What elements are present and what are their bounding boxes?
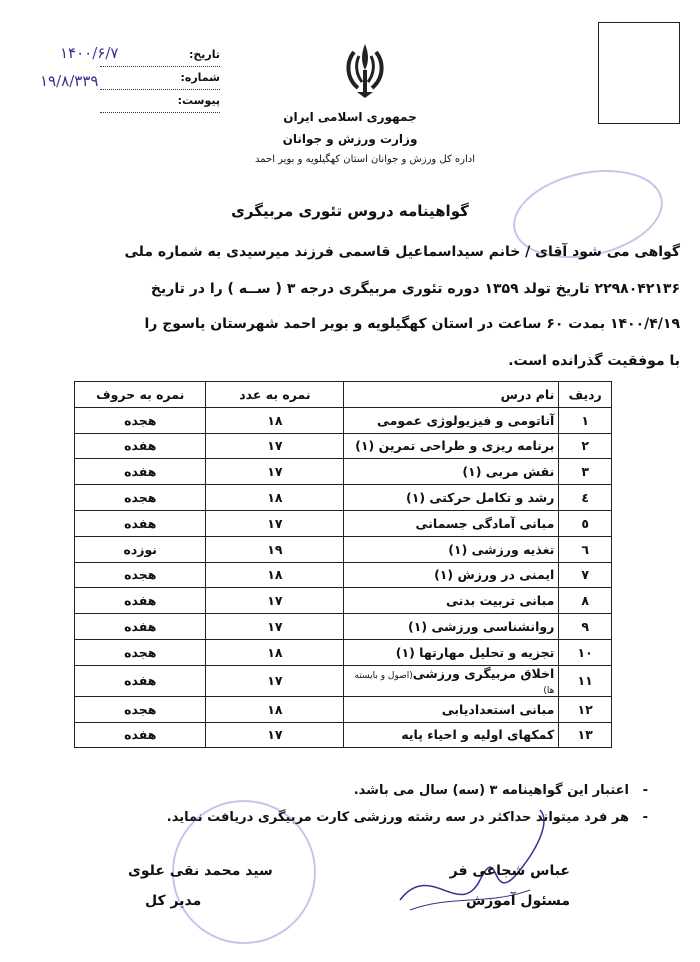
cell-grade-number — [206, 722, 344, 748]
body-line-2: ۲۲۹۸۰۴۲۱۳۶ تاریخ تولد ۱۳۵۹ دوره تئوری مربیگری درجه ۳ ( ســه ) را در تاریخ — [150, 281, 680, 297]
header-office: اداره کل ورزش و جوانان استان کهگیلویه و بویر احمد — [254, 154, 475, 165]
table-row — [75, 510, 612, 536]
cell-grade-word-text: نوزده — [123, 541, 157, 557]
cell-grade-number — [206, 407, 344, 433]
cell-course-name — [344, 536, 559, 562]
cell-row-number-text: ٥ — [581, 515, 589, 531]
cell-grade-number-text: ۱۷ — [267, 438, 283, 454]
cell-grade-number-text: ۱۷ — [267, 727, 283, 743]
cell-grade-word-text: هفده — [124, 438, 157, 454]
note-bullet: - — [629, 783, 648, 798]
cell-grade-number — [206, 588, 344, 614]
certificate-title: گواهینامه دروس تئوری مربیگری — [231, 202, 469, 220]
body-line-3: ۱۴۰۰/۴/۱۹ بمدت ۶۰ ساعت در استان کهگیلویه و بویر احمد شهرستان یاسوج را — [144, 316, 680, 332]
number-label: شماره: — [100, 67, 220, 90]
note-validity — [354, 783, 648, 798]
cell-course-name — [344, 562, 559, 588]
table-row — [75, 562, 612, 588]
note-bullet: - — [629, 810, 648, 825]
cell-row-number — [559, 536, 612, 562]
cell-grade-number — [206, 665, 344, 696]
cell-grade-word-text: هفده — [124, 727, 157, 743]
cell-grade-number-text: ۱۷ — [267, 593, 283, 609]
cell-row-number — [559, 722, 612, 748]
cell-grade-word — [75, 562, 206, 588]
body-line-1: گواهی می شود آقای / خانم سیداسماعیل قاسمی فرزند میرسیدی به شماره ملی — [124, 244, 680, 260]
cell-course-name-text: تغذیه ورزشی (۱) — [448, 541, 555, 557]
cell-row-number-text: ٦ — [581, 541, 589, 557]
cell-grade-word-text: هفده — [124, 593, 157, 609]
header-grade-word: نمره به حروف — [75, 382, 206, 408]
cell-row-number — [559, 665, 612, 696]
table-row — [75, 459, 612, 485]
cell-grade-word — [75, 407, 206, 433]
cell-grade-word-text: هفده — [124, 673, 157, 689]
photo-placeholder — [598, 22, 680, 124]
cell-grade-word-text: هفده — [124, 515, 157, 531]
cell-row-number — [559, 588, 612, 614]
cell-course-name-text: مبانی استعدادیابی — [441, 701, 555, 717]
cell-grade-number-text: ۱۸ — [267, 701, 283, 717]
cell-grade-number — [206, 459, 344, 485]
cell-course-name — [344, 510, 559, 536]
cell-grade-number-text: ۱۷ — [267, 515, 283, 531]
cell-row-number — [559, 459, 612, 485]
cell-row-number-text: ۳ — [581, 464, 589, 480]
cell-grade-word-text: هجده — [124, 644, 157, 660]
cell-row-number — [559, 485, 612, 511]
cell-grade-word-text: هجده — [124, 701, 157, 717]
signature-right-title: مسئول آموزش — [465, 893, 570, 909]
cell-row-number-text: ۷ — [581, 567, 589, 583]
cell-grade-number-text: ۱۸ — [267, 644, 283, 660]
cell-grade-number — [206, 510, 344, 536]
iran-emblem-icon — [340, 40, 390, 100]
cell-course-name-text: تجزیه و تحلیل مهارتها (۱) — [395, 644, 555, 660]
cell-course-name-text: اخلاق مربیگری ورزشی — [412, 665, 555, 681]
table-row — [75, 696, 612, 722]
cell-course-name-text: کمکهای اولیه و احیاء پایه — [401, 727, 555, 743]
table-header-row — [75, 382, 612, 408]
cell-grade-number-text: ۱۸ — [267, 490, 283, 506]
cell-grade-number — [206, 433, 344, 459]
cell-course-name-text: روانشناسی ورزشی (۱) — [408, 619, 555, 635]
cell-grade-word — [75, 696, 206, 722]
cell-course-name-text: مبانی تربیت بدنی — [445, 593, 555, 609]
header-republic: جمهوری اسلامی ایران — [283, 110, 417, 124]
table-row — [75, 722, 612, 748]
attachment-label: پیوست: — [100, 90, 220, 113]
cell-row-number-text: ۲ — [581, 438, 589, 454]
cell-grade-word — [75, 459, 206, 485]
cell-grade-number — [206, 614, 344, 640]
body-line-4: با موفقیت گذرانده است. — [508, 353, 680, 369]
cell-grade-number-text: ۱۸ — [267, 567, 283, 583]
cell-course-name-text: نقش مربی (۱) — [462, 464, 555, 480]
table-row — [75, 588, 612, 614]
cell-row-number — [559, 433, 612, 459]
table-row — [75, 433, 612, 459]
cell-course-name — [344, 639, 559, 665]
cell-course-name-text: رشد و تکامل حرکتی (۱) — [406, 490, 555, 506]
cell-grade-word-text: هفده — [124, 464, 157, 480]
cell-grade-word — [75, 588, 206, 614]
cell-grade-word-text: هجده — [124, 412, 157, 428]
header-row-number: ردیف — [559, 382, 612, 408]
cell-course-name — [344, 485, 559, 511]
cell-course-name — [344, 665, 559, 696]
cell-row-number-text: ۱۰ — [577, 644, 593, 660]
cell-row-number — [559, 696, 612, 722]
header-ministry: وزارت ورزش و جوانان — [282, 132, 418, 146]
cell-row-number-text: ۱ — [581, 412, 589, 428]
cell-row-number — [559, 639, 612, 665]
cell-grade-word-text: هجده — [124, 490, 157, 506]
cell-row-number — [559, 407, 612, 433]
signature-left-title: مدیر کل — [145, 893, 202, 909]
cell-row-number-text: ۱۲ — [577, 701, 593, 717]
date-label: تاریخ: — [100, 44, 220, 67]
cell-course-name — [344, 696, 559, 722]
cell-course-name — [344, 433, 559, 459]
cell-grade-number-text: ۱۸ — [267, 412, 283, 428]
cell-grade-number — [206, 696, 344, 722]
cell-grade-number — [206, 536, 344, 562]
header-course-name: نام درس — [344, 382, 559, 408]
cell-grade-word — [75, 639, 206, 665]
cell-grade-number-text: ۱۹ — [267, 541, 283, 557]
cell-course-name-text: برنامه ریزی و طراحی تمرین (۱) — [355, 438, 555, 454]
table-row — [75, 536, 612, 562]
note-validity-text: اعتبار این گواهینامه ۳ (سه) سال می باشد. — [353, 783, 630, 798]
cell-row-number-text: ۱۳ — [577, 727, 593, 743]
cell-course-name-text: مبانی آمادگی جسمانی — [415, 515, 555, 531]
cell-grade-number — [206, 485, 344, 511]
cell-grade-number — [206, 639, 344, 665]
table-row — [75, 665, 612, 696]
course-name-suffix: (اصول و بایسته ها) — [354, 670, 555, 696]
cell-grade-word-text: هفده — [124, 619, 157, 635]
table-row — [75, 485, 612, 511]
cell-grade-number — [206, 562, 344, 588]
cell-row-number-text: ٤ — [581, 490, 589, 506]
cell-course-name-text: آناتومی و فیزیولوژی عمومی — [376, 412, 555, 428]
cell-course-name — [344, 588, 559, 614]
date-value: ۱۴۰۰/۶/۷ — [60, 44, 119, 62]
table-row — [75, 614, 612, 640]
cell-grade-word — [75, 665, 206, 696]
grades-table — [74, 381, 612, 748]
cell-row-number-text: ۱۱ — [577, 673, 593, 689]
table-row — [75, 639, 612, 665]
note-limit-text: هر فرد میتواند حداکثر در سه رشته ورزشی کارت مربیگری دریافت نماید. — [166, 810, 630, 825]
cell-grade-word — [75, 614, 206, 640]
cell-row-number-text: ۸ — [581, 593, 589, 609]
cell-course-name — [344, 614, 559, 640]
cell-grade-number-text: ۱۷ — [267, 464, 283, 480]
header-grade-number: نمره به عدد — [206, 382, 344, 408]
cell-grade-word — [75, 536, 206, 562]
cell-course-name — [344, 459, 559, 485]
cell-grade-word — [75, 510, 206, 536]
number-value: ۱۹/۸/۳۳۹ — [40, 72, 99, 90]
cell-grade-number-text: ۱۷ — [267, 673, 283, 689]
signature-left-name: سید محمد نقی علوی — [128, 863, 273, 879]
cell-course-name-text: ایمنی در ورزش (۱) — [434, 567, 555, 583]
cell-course-name — [344, 722, 559, 748]
table-row — [75, 407, 612, 433]
cell-grade-word-text: هجده — [124, 567, 157, 583]
cell-grade-number-text: ۱۷ — [267, 619, 283, 635]
cell-row-number — [559, 510, 612, 536]
cell-course-name — [344, 407, 559, 433]
cell-row-number — [559, 562, 612, 588]
cell-row-number-text: ۹ — [581, 619, 589, 635]
signature-right-name: عباس شجاعی فر — [449, 863, 570, 879]
cell-grade-word — [75, 722, 206, 748]
cell-grade-word — [75, 433, 206, 459]
cell-row-number — [559, 614, 612, 640]
cell-grade-word — [75, 485, 206, 511]
